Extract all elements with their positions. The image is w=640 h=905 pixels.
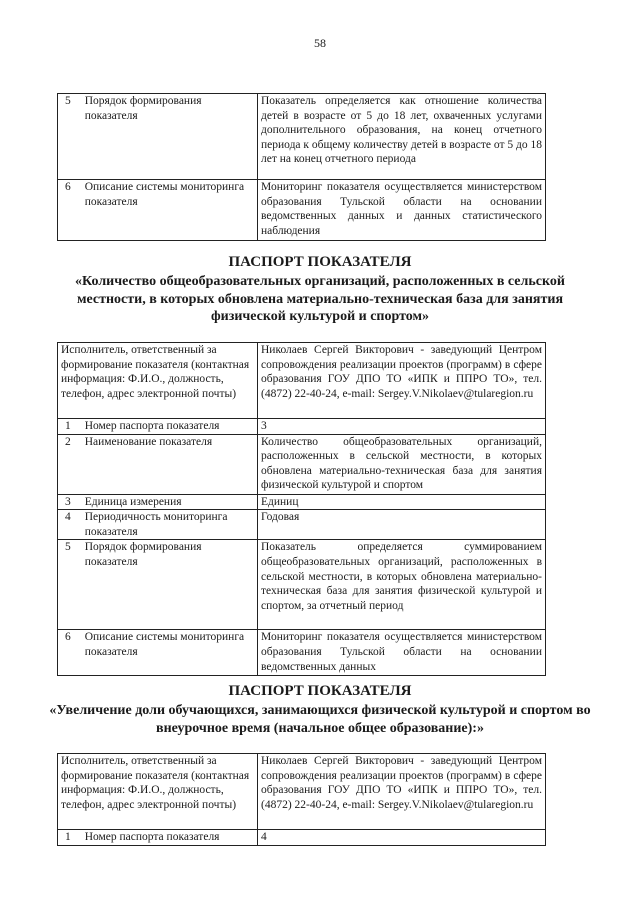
row-label-cell [58,494,258,510]
row-label-cell [58,94,258,180]
row-value: Мониторинг показателя осуществляется министерством образования Тульской области на основании ведомственных данных и данных статистического наблюдения [258,180,546,241]
row-label: Номер паспорта показателя [84,831,220,843]
section-heading: ПАСПОРТ ПОКАЗАТЕЛЯ [228,254,412,270]
section-heading: ПАСПОРТ ПОКАЗАТЕЛЯ [228,683,412,699]
row-number: 2 [65,435,71,448]
row-value: Годовая [258,510,546,540]
passport-table-continued [57,93,546,241]
row-label: Номер паспорта показателя [84,420,220,432]
row-label-cell [58,830,258,846]
row-value: 3 [258,419,546,435]
passport-table [57,342,546,676]
row-number: 1 [65,420,71,432]
row-value: Показатель определяется суммированием общеобразовательных организаций, расположенных в сельской местности, в которых обновлена материально-техническая база для занятия физической культурой и спортом, за отчетный период [258,540,546,630]
row-number: 6 [65,181,71,193]
row-label-cell [58,419,258,435]
row-label-cell [58,540,258,630]
executor-row [58,343,546,419]
table-row [58,419,546,435]
table-row [58,510,546,540]
row-value: 4 [258,830,546,846]
page-number: 58 [314,36,326,50]
section-subtitle: «Количество общеобразовательных организаций, расположенных в сельской местности, в которых обновлена материально-техническая база для занятия физической культурой и спортом» [75,274,565,324]
executor-value: Николаев Сергей Викторович - заведующий Центром сопровождения реализации проектов (программ) в сфере образования ГОУ ДПО ТО «ИПК и ППРО ТО», тел. (4872) 22-40-24, e-mail: Sergey.V.Nikolaev@tularegion.ru [258,754,546,830]
table-row [58,94,546,180]
row-number: 3 [65,495,71,508]
passport-table [57,753,546,846]
table-row [58,180,546,241]
executor-row [58,754,546,830]
row-number: 1 [65,831,71,843]
executor-label: Исполнитель, ответственный за формирование показателя (контактная информация: Ф.И.О., должность, телефон, адрес электронной почты) [58,754,258,830]
table-row [58,494,546,510]
row-label-cell [58,434,258,494]
row-label-cell [58,630,258,676]
row-label-cell [58,510,258,540]
section-subtitle: «Увеличение доли обучающихся, занимающихся физической культурой и спортом во внеурочное время (начальное общее образование):» [49,703,591,736]
table-row [58,630,546,676]
row-label-cell [58,180,258,241]
row-label: Описание системы мониторинга показателя [84,631,245,658]
row-label: Порядок формирования показателя [84,95,202,122]
row-value: Мониторинг показателя осуществляется министерством образования Тульской области на основании ведомственных данных [258,630,546,676]
row-number: 6 [65,631,71,644]
row-label: Описание системы мониторинга показателя [84,181,245,208]
row-value: Единиц [258,494,546,510]
row-label: Порядок формирования показателя [84,541,202,568]
row-label: Единица измерения [84,495,182,508]
row-number: 4 [65,511,71,524]
executor-label: Исполнитель, ответственный за формирование показателя (контактная информация: Ф.И.О., должность, телефон, адрес электронной почты) [58,343,258,419]
table-row [58,540,546,630]
row-value: Показатель определяется как отношение количества детей в возрасте от 5 до 18 лет, охваченных услугами дополнительного образования, на конец отчетного периода к общему количеству детей в возрасте от 5 до 18 лет на конец отчетного периода [258,94,546,180]
row-value: Количество общеобразовательных организаций, расположенных в сельской местности, в которых обновлена материально-техническая база для занятия физической культурой и спортом [258,434,546,494]
row-number: 5 [65,541,71,554]
table-row [58,434,546,494]
row-number: 5 [65,95,71,107]
row-label: Наименование показателя [84,435,213,448]
row-label: Периодичность мониторинга показателя [84,511,228,538]
table-row [58,830,546,846]
executor-value: Николаев Сергей Викторович - заведующий Центром сопровождения реализации проектов (программ) в сфере образования ГОУ ДПО ТО «ИПК и ППРО ТО», тел. (4872) 22-40-24, e-mail: Sergey.V.Nikolaev@tularegion.ru [258,343,546,419]
